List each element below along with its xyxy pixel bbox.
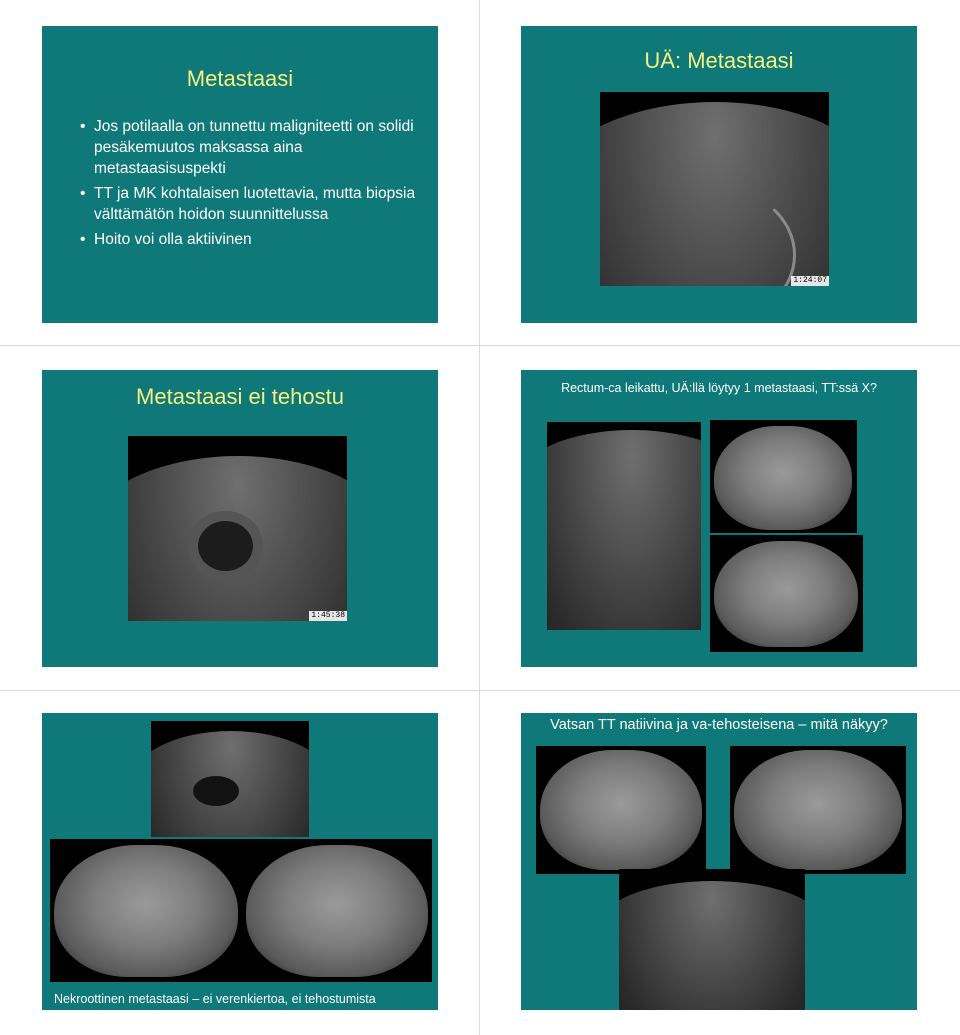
ct-image-1 <box>50 839 242 982</box>
bullet-list <box>80 116 420 254</box>
slide-title: UÄ: Metastaasi <box>644 48 794 73</box>
ct-image-native <box>536 746 706 874</box>
ct-image-1 <box>710 420 857 533</box>
ct-slice <box>54 845 238 977</box>
ultrasound-image <box>128 436 347 621</box>
ultrasound-image <box>151 721 309 837</box>
slide-rectum-ca[interactable] <box>521 370 917 667</box>
lesion <box>193 776 239 806</box>
slide-metastaasi[interactable] <box>42 26 438 323</box>
ultrasound-image <box>619 869 805 1010</box>
bullet-item: • Jos potilaalla on tunnettu maligniteetti on solidi pesäkemuutos maksassa aina metastaasisuspekti <box>80 116 420 179</box>
ct-slice <box>734 750 902 870</box>
ct-slice <box>540 750 702 870</box>
ct-image-2 <box>242 839 432 982</box>
ultrasound-fan <box>619 881 805 1010</box>
ultrasound-image <box>547 422 701 630</box>
lesion <box>198 521 253 571</box>
timestamp: 1:24:07 <box>793 276 827 285</box>
slide-caption: Nekroottinen metastaasi – ei verenkiertoa, ei tehostumista <box>54 992 376 1006</box>
slide-title: Rectum-ca leikattu, UÄ:llä löytyy 1 metastaasi, TT:ssä X? <box>561 381 877 395</box>
slide-nekroottinen[interactable] <box>42 713 438 1010</box>
ct-slice <box>714 541 858 647</box>
slide-vatsan-tt[interactable] <box>521 713 917 1010</box>
timestamp: 1:45:38 <box>311 611 345 620</box>
ct-slice <box>246 845 428 977</box>
slide-title: Vatsan TT natiivina ja va-tehosteisena – mitä näkyy? <box>550 717 888 733</box>
ct-image-contrast <box>730 746 906 874</box>
row-divider-2 <box>0 690 960 691</box>
ultrasound-fan <box>547 430 701 630</box>
ct-slice <box>714 426 852 530</box>
bullet-item: • Hoito voi olla aktiivinen <box>80 229 420 250</box>
bullet-item: • TT ja MK kohtalaisen luotettavia, mutta biopsia välttämätön hoidon suunnittelussa <box>80 183 420 225</box>
slide-metastaasi-ei-tehostu[interactable] <box>42 370 438 667</box>
column-divider <box>479 0 480 1035</box>
row-divider-1 <box>0 345 960 346</box>
ultrasound-image <box>600 92 829 286</box>
slide-title: Metastaasi <box>186 66 294 91</box>
slide-ua-metastaasi[interactable] <box>521 26 917 323</box>
slide-title: Metastaasi ei tehostu <box>136 384 344 409</box>
ct-image-2 <box>710 535 863 652</box>
